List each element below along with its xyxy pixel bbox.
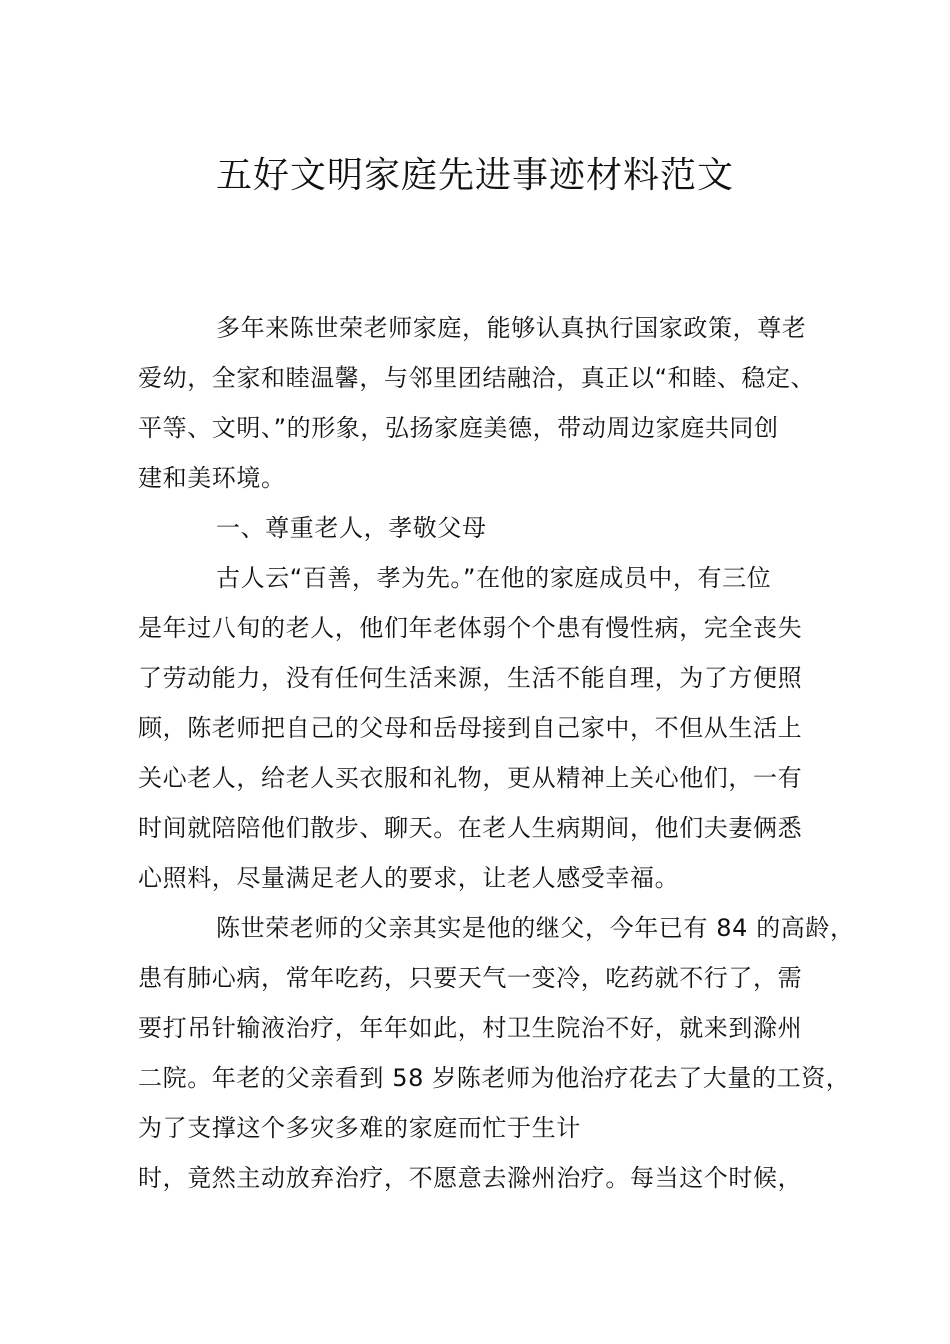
section-heading: 一、尊重老人，孝敬父母	[216, 514, 487, 542]
document-title: 五好文明家庭先进事迹材料范文	[215, 155, 734, 196]
paragraph-line: 多年来陈世荣老师家庭，能够认真执行国家政策，尊老	[216, 314, 807, 342]
paragraph-line: 关心老人，给老人买衣服和礼物，更从精神上关心他们，一有	[138, 764, 803, 792]
paragraph-line: 为了支撑这个多灾多难的家庭而忙于生计	[138, 1114, 581, 1142]
paragraph-line: 建和美环境。	[138, 464, 286, 492]
paragraph-line: 顾，陈老师把自己的父母和岳母接到自己家中，不但从生活上	[138, 714, 803, 742]
document-body	[138, 303, 855, 1203]
paragraph-line: 古人云“百善，孝为先。”在他的家庭成员中，有三位	[216, 564, 772, 592]
paragraph-line: 了劳动能力，没有任何生活来源，生活不能自理，为了方便照	[138, 664, 803, 692]
paragraph-line: 爱幼，全家和睦温馨，与邻里团结融洽，真正以“和睦、稳定、	[138, 364, 816, 392]
paragraph-line: 是年过八旬的老人，他们年老体弱个个患有慢性病，完全丧失	[138, 614, 803, 642]
paragraph-line: 陈世荣老师的父亲其实是他的继父，今年已有 84 的高龄，	[216, 914, 855, 942]
paragraph-line: 时，竟然主动放弃治疗，不愿意去滁州治疗。每当这个时候，	[138, 1164, 803, 1192]
paragraph-line: 患有肺心病，常年吃药，只要天气一变冷，吃药就不行了，需	[138, 964, 803, 992]
paragraph-line: 心照料，尽量满足老人的要求，让老人感受幸福。	[138, 864, 680, 892]
paragraph-line: 要打吊针输液治疗，年年如此，村卫生院治不好，就来到滁州	[138, 1014, 803, 1042]
paragraph-line: 时间就陪陪他们散步、聊天。在老人生病期间，他们夫妻俩悉	[138, 814, 803, 842]
paragraph-line: 平等、文明、”的形象，弘扬家庭美德，带动周边家庭共同创	[138, 414, 779, 442]
paragraph-line: 二院。年老的父亲看到 58 岁陈老师为他治疗花去了大量的工资，	[138, 1064, 851, 1092]
